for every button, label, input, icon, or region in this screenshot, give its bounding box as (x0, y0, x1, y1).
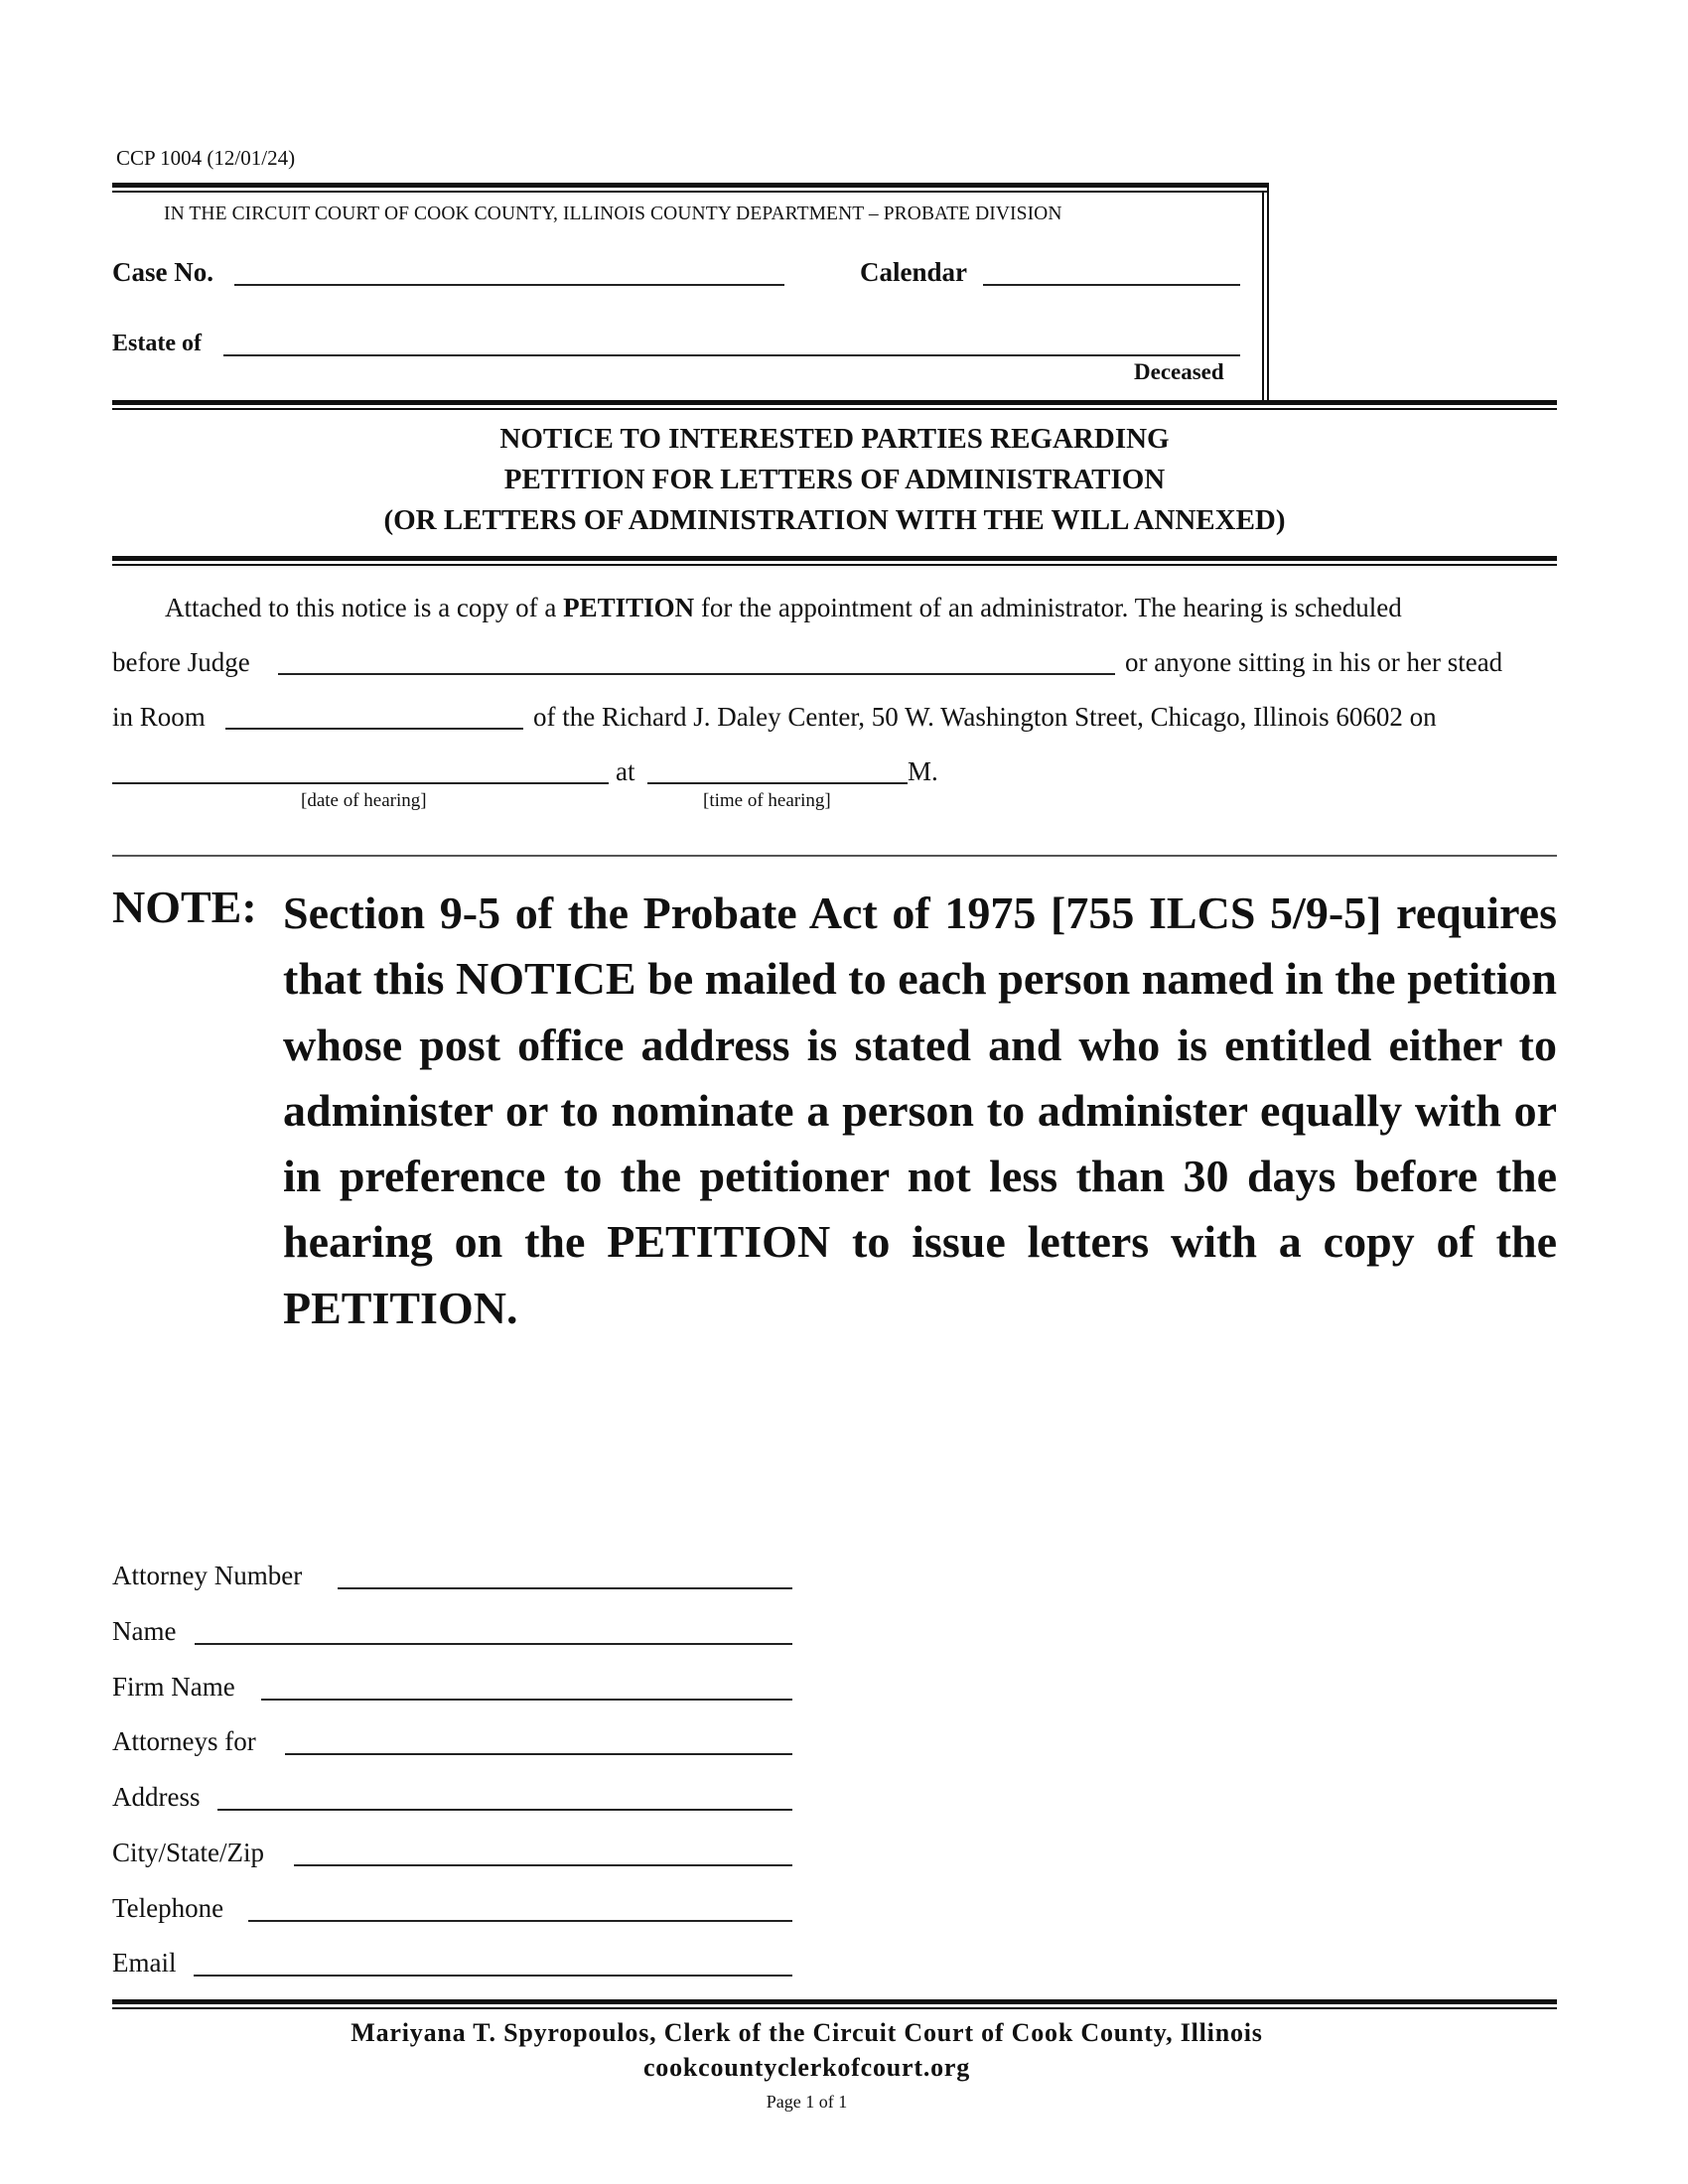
calendar-label: Calendar (860, 257, 967, 287)
title-line-1: NOTICE TO INTERESTED PARTIES REGARDING (499, 423, 1170, 455)
address-field[interactable] (217, 1809, 792, 1811)
at-label: at (616, 756, 635, 786)
case-no-label: Case No. (112, 257, 213, 287)
header-top-rule (112, 183, 1267, 188)
date-caption: [date of hearing] (301, 790, 427, 811)
date-of-hearing-field[interactable] (112, 782, 609, 784)
court-heading: IN THE CIRCUIT COURT OF COOK COUNTY, ILLINOIS COUNTY DEPARTMENT – PROBATE DIVISION (164, 204, 1062, 224)
header-right-border (1267, 183, 1269, 400)
room-suffix: of the Richard J. Daley Center, 50 W. Washington Street, Chicago, Illinois 60602 on (533, 702, 1437, 732)
clerk-website[interactable]: cookcountyclerkofcourt.org (642, 2053, 971, 2082)
telephone-label: Telephone (112, 1893, 224, 1923)
title-line-2: PETITION FOR LETTERS OF ADMINISTRATION (503, 464, 1166, 495)
divider (112, 855, 1557, 857)
firm-name-field[interactable] (261, 1699, 792, 1701)
page-number: Page 1 of 1 (766, 2092, 848, 2112)
m-label: M. (908, 756, 938, 786)
time-caption: [time of hearing] (703, 790, 831, 811)
judge-label: before Judge (112, 647, 250, 677)
footer-rule (112, 1999, 1557, 2004)
firm-name-label: Firm Name (112, 1672, 235, 1702)
calendar-field[interactable] (983, 284, 1240, 286)
email-field[interactable] (194, 1975, 792, 1977)
note-label: NOTE: (112, 882, 257, 932)
section-rule (112, 400, 1557, 405)
city-state-zip-field[interactable] (294, 1864, 792, 1866)
title-line-3: (OR LETTERS OF ADMINISTRATION WITH THE WILL ANNEXED) (383, 504, 1286, 536)
deceased-label: Deceased (1134, 359, 1224, 384)
judge-field[interactable] (278, 673, 1115, 675)
attorney-name-label: Name (112, 1616, 177, 1646)
attorneys-for-field[interactable] (285, 1753, 792, 1755)
estate-of-label: Estate of (112, 331, 202, 356)
email-label: Email (112, 1948, 177, 1978)
header-top-rule-thin (112, 191, 1267, 193)
attorney-number-label: Attorney Number (112, 1561, 303, 1590)
room-field[interactable] (225, 728, 523, 730)
time-of-hearing-field[interactable] (647, 782, 908, 784)
attorney-name-field[interactable] (195, 1643, 792, 1645)
estate-of-field[interactable] (223, 354, 1240, 356)
title-rule-thin (112, 564, 1557, 566)
case-no-field[interactable] (234, 284, 784, 286)
judge-suffix: or anyone sitting in his or her stead (1125, 647, 1503, 677)
hearing-intro: Attached to this notice is a copy of a PETITION for the appointment of an administrator. The hearing is scheduled (165, 593, 1402, 622)
footer-rule-thin (112, 2007, 1557, 2009)
address-label: Address (112, 1782, 201, 1812)
section-rule-thin (112, 408, 1557, 410)
form-id: CCP 1004 (12/01/24) (116, 146, 296, 170)
room-label: in Room (112, 702, 206, 732)
title-rule (112, 556, 1557, 561)
attorney-number-field[interactable] (338, 1587, 792, 1589)
header-right-border-thin (1262, 191, 1264, 400)
note-text: Section 9-5 of the Probate Act of 1975 [755 ILCS 5/9-5] requires that this NOTICE be mailed to each person named in the petition whose post office address is stated and who is entitled either to administer or to nominate a person to administer equally with or in preference to the petitioner not less than 30 days before the hearing on the PETITION to issue letters with a copy of the PETITION. (283, 887, 1557, 1333)
city-state-zip-label: City/State/Zip (112, 1838, 264, 1867)
clerk-name: Mariyana T. Spyropoulos, Clerk of the Circuit Court of Cook County, Illinois (351, 2018, 1263, 2047)
attorneys-for-label: Attorneys for (112, 1726, 256, 1756)
telephone-field[interactable] (248, 1920, 792, 1922)
